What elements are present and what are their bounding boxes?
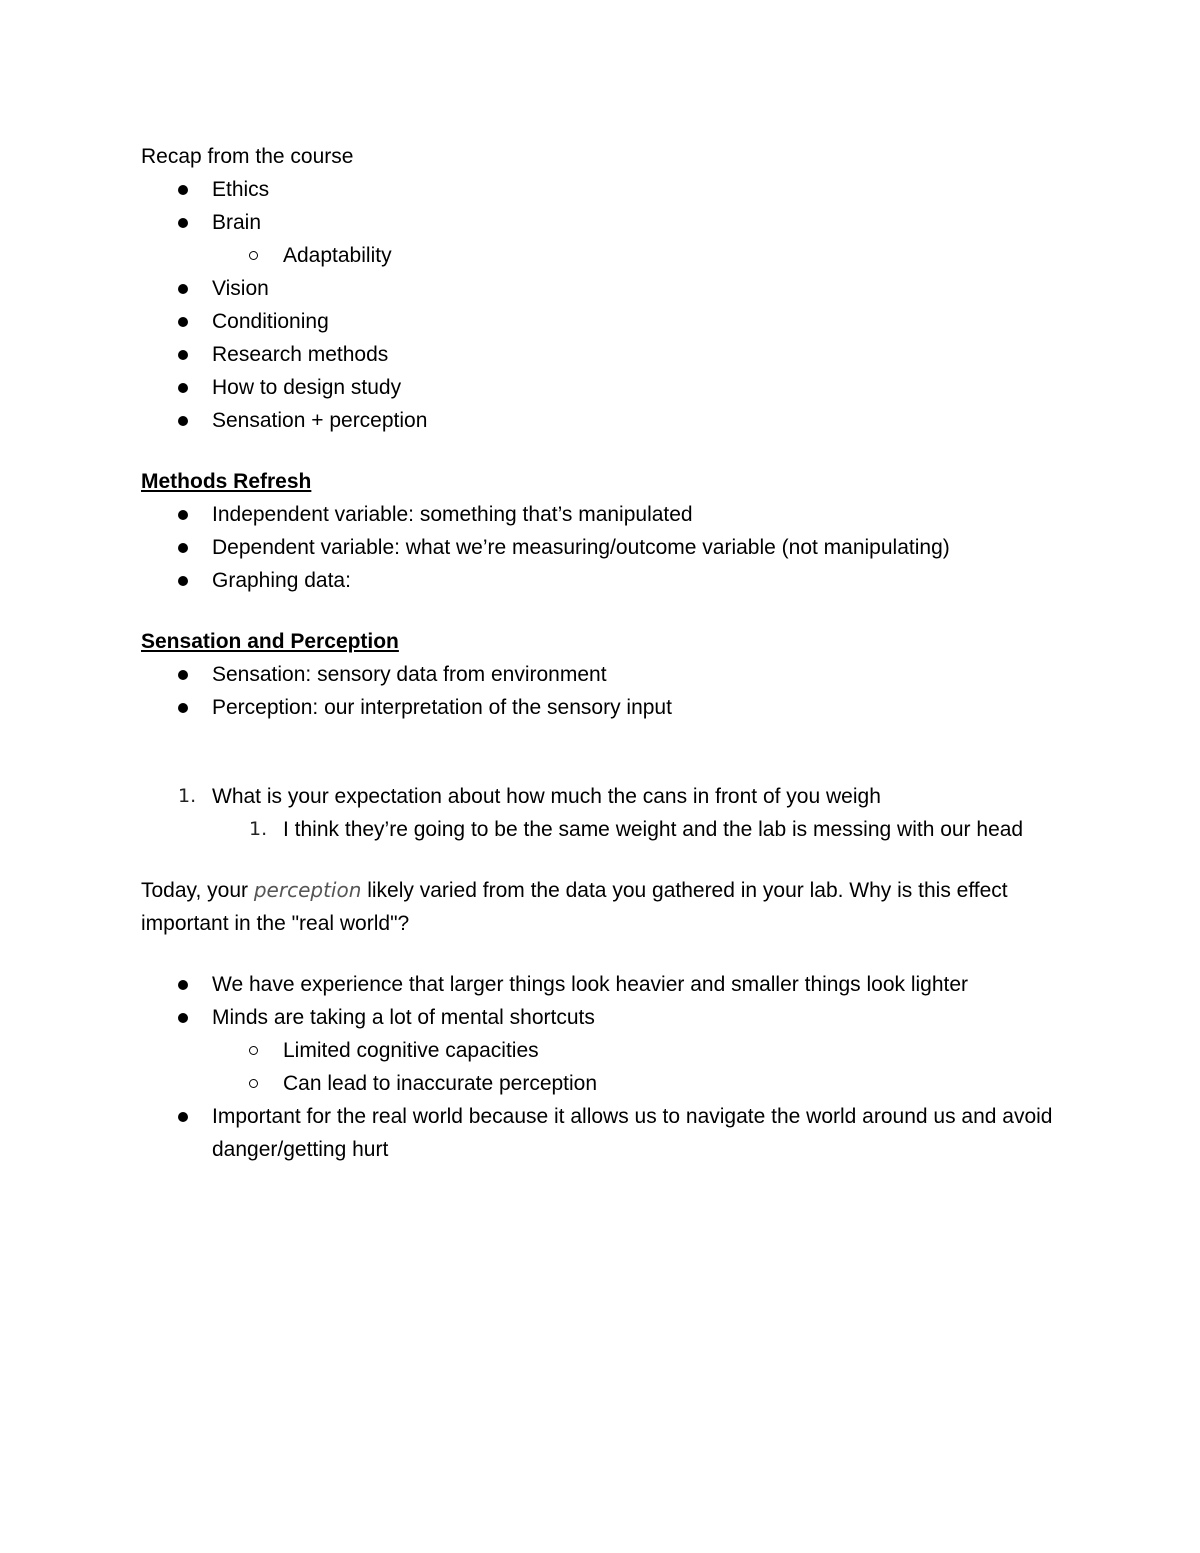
list-item-text: Sensation + perception bbox=[212, 409, 428, 432]
prompt-paragraph bbox=[141, 874, 1061, 940]
list-item-text: Dependent variable: what we’re measuring/outcome variable (not manipulating) bbox=[212, 536, 950, 559]
list-item-text: Independent variable: something that’s manipulated bbox=[212, 503, 693, 526]
bullet-icon bbox=[178, 305, 188, 338]
list-item-text: Ethics bbox=[212, 178, 270, 201]
methods-heading: Methods Refresh bbox=[141, 470, 312, 493]
hollow-bullet-icon bbox=[249, 1067, 258, 1100]
sensation-heading: Sensation and Perception bbox=[141, 630, 399, 653]
list-item-text: Minds are taking a lot of mental shortcuts bbox=[212, 1006, 595, 1029]
spacer bbox=[141, 724, 1061, 780]
list-item-text: Brain bbox=[212, 211, 262, 234]
bullet-icon bbox=[178, 968, 188, 1001]
bullet-icon bbox=[178, 404, 188, 437]
bullet-icon bbox=[178, 272, 188, 305]
document-page bbox=[141, 140, 1061, 1166]
bullet-icon bbox=[178, 658, 188, 691]
list-item-text: Graphing data: bbox=[212, 569, 351, 592]
numbered-sub-item bbox=[141, 813, 1061, 846]
prompt-text-before: Today, your bbox=[141, 879, 254, 902]
list-number: 1. bbox=[249, 818, 268, 840]
list-item bbox=[141, 691, 1061, 724]
sub-list-item bbox=[141, 239, 1061, 272]
spacer bbox=[141, 846, 1061, 874]
list-item bbox=[141, 173, 1061, 206]
bullet-icon bbox=[178, 564, 188, 597]
numbered-item bbox=[141, 780, 1061, 813]
sub-list-item-text: Can lead to inaccurate perception bbox=[283, 1072, 598, 1095]
list-item bbox=[141, 531, 1061, 564]
hollow-bullet-icon bbox=[249, 239, 258, 272]
bullet-icon bbox=[178, 338, 188, 371]
list-item bbox=[141, 371, 1061, 404]
list-item bbox=[141, 498, 1061, 531]
prompt-emphasis: perception bbox=[253, 878, 362, 902]
bullet-icon bbox=[178, 1100, 188, 1133]
hollow-bullet-icon bbox=[249, 1034, 258, 1067]
list-item-text: Conditioning bbox=[212, 310, 329, 333]
list-item-text: Perception: our interpretation of the sensory input bbox=[212, 696, 672, 719]
sub-list-item bbox=[141, 1067, 1061, 1100]
bullet-icon bbox=[178, 691, 188, 724]
answer-text: I think they’re going to be the same weight and the lab is messing with our head bbox=[283, 818, 1024, 841]
list-item-text: Sensation: sensory data from environment bbox=[212, 663, 607, 686]
list-item-text: Research methods bbox=[212, 343, 389, 366]
list-item bbox=[141, 1100, 1061, 1166]
list-item bbox=[141, 206, 1061, 239]
recap-title: Recap from the course bbox=[141, 145, 354, 168]
bullet-icon bbox=[178, 1001, 188, 1034]
spacer bbox=[141, 940, 1061, 968]
list-item bbox=[141, 404, 1061, 437]
list-item-text: Vision bbox=[212, 277, 269, 300]
bullet-icon bbox=[178, 371, 188, 404]
sub-list-item-text: Adaptability bbox=[283, 244, 392, 267]
bullet-icon bbox=[178, 498, 188, 531]
bullet-icon bbox=[178, 531, 188, 564]
question-text: What is your expectation about how much the cans in front of you weigh bbox=[212, 785, 881, 808]
list-number: 1. bbox=[178, 785, 197, 807]
sub-list-item-text: Limited cognitive capacities bbox=[283, 1039, 539, 1062]
list-item bbox=[141, 1001, 1061, 1034]
list-item bbox=[141, 658, 1061, 691]
bullet-icon bbox=[178, 173, 188, 206]
list-item-text: How to design study bbox=[212, 376, 402, 399]
list-item-text: Important for the real world because it allows us to navigate the world around us and avoid danger/getting hurt bbox=[212, 1105, 1053, 1161]
list-item bbox=[141, 272, 1061, 305]
list-item-text: We have experience that larger things look heavier and smaller things look lighter bbox=[212, 973, 969, 996]
list-item bbox=[141, 564, 1061, 597]
bullet-icon bbox=[178, 206, 188, 239]
list-item bbox=[141, 338, 1061, 371]
spacer bbox=[141, 437, 1061, 465]
prompt-text-after: likely varied from the data you gathered in your lab. Why is this effect important in the "real world"? bbox=[141, 879, 1008, 935]
list-item bbox=[141, 968, 1061, 1001]
sub-list-item bbox=[141, 1034, 1061, 1067]
list-item bbox=[141, 305, 1061, 338]
spacer bbox=[141, 597, 1061, 625]
